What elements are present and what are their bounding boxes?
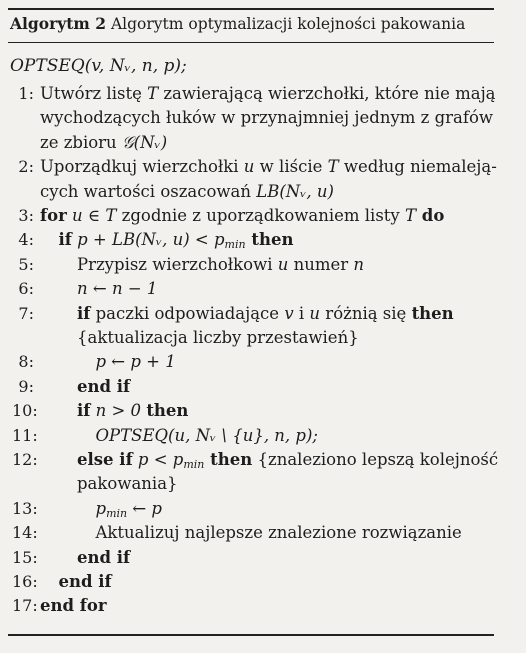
line-fragment: u: [277, 254, 289, 274]
keyword: end if: [77, 376, 131, 396]
line-fragment: min: [106, 506, 128, 520]
keyword: else if: [77, 450, 133, 469]
line-number: 16:: [12, 572, 38, 591]
caption-label: Algorytm 2: [10, 14, 107, 33]
line-number: 4:: [18, 230, 34, 250]
line-fragment: u: [309, 303, 321, 323]
keyword: end for: [40, 596, 107, 616]
line-fragment: p < p: [132, 450, 184, 469]
line-text: [77, 548, 130, 567]
line-fragment: 𝒢(Nᵥ): [121, 132, 168, 152]
line-text: [77, 279, 157, 298]
line-number: 14:: [12, 523, 38, 543]
keyword: then: [146, 401, 189, 421]
keyword: if: [77, 303, 91, 323]
line-fragment: LB(Nᵥ, u): [256, 181, 334, 201]
line-fragment: p: [95, 498, 107, 518]
line-text: [77, 255, 364, 274]
line-fragment: według niemaleją-: [338, 157, 497, 177]
line-fragment: {aktualizacja liczby przestawień}: [77, 328, 359, 347]
line-number: 9:: [18, 376, 34, 396]
line-text: [77, 450, 498, 471]
line-fragment: pakowania}: [77, 474, 178, 494]
line-text: [96, 523, 462, 542]
keyword: end if: [77, 547, 131, 567]
line-fragment: zawierającą wierzchołki, które nie mają: [158, 84, 496, 103]
line-number: 11:: [12, 425, 38, 445]
line-text: [96, 499, 163, 520]
line-fragment: min: [183, 458, 205, 471]
line-fragment: T: [147, 84, 159, 103]
line-number: 12:: [12, 450, 38, 469]
line-text: [77, 377, 130, 396]
line-fragment: zgodnie z uporządkowaniem listy: [121, 206, 406, 225]
line-number: 8:: [18, 352, 34, 372]
line-text: [96, 426, 318, 445]
line-text: [77, 474, 178, 493]
line-text: [40, 596, 107, 615]
line-number: 3:: [18, 206, 34, 225]
line-number: 17:: [12, 596, 38, 616]
line-fragment: różnią się: [320, 303, 412, 323]
line-fragment: wychodzących łuków w przynajmniej jednym z grafów: [40, 108, 494, 128]
line-number: 5:: [18, 254, 34, 274]
line-fragment: min: [224, 238, 246, 252]
line-fragment: cych wartości oszacowań: [40, 181, 257, 201]
line-fragment: u ∈ T: [66, 206, 122, 225]
line-fragment: numer: [288, 254, 354, 274]
line-number: 6:: [18, 279, 34, 299]
line-text: [96, 352, 176, 371]
line-fragment: i: [293, 303, 310, 323]
line-fragment: p ← p + 1: [95, 352, 176, 372]
line-fragment: T: [327, 157, 339, 177]
keyword: for: [40, 206, 67, 225]
line-fragment: {znaleziono lepszą kolejność: [252, 450, 499, 469]
line-fragment: paczki odpowiadające: [90, 303, 285, 323]
line-text: [77, 328, 359, 347]
line-fragment: v: [284, 303, 294, 323]
line-text: [59, 230, 294, 251]
line-fragment: ze zbioru: [40, 132, 122, 152]
line-fragment: w liście: [254, 157, 328, 177]
line-text: [77, 401, 188, 420]
keyword: do: [416, 206, 445, 225]
line-fragment: u: [243, 157, 255, 177]
top-rule: [8, 8, 494, 10]
line-fragment: Uporządkuj wierzchołki: [40, 157, 244, 177]
keyword: then: [204, 450, 253, 469]
line-fragment: Aktualizuj najlepsze znalezione rozwiązanie: [95, 523, 462, 543]
line-fragment: n > 0: [90, 401, 147, 421]
bottom-rule: [8, 634, 494, 636]
keyword: if: [58, 230, 72, 250]
line-text: [40, 84, 496, 103]
line-number: 13:: [12, 498, 38, 518]
procedure-signature: OPTSEQ(v, Nᵥ, n, p);: [10, 56, 187, 76]
line-number: 7:: [18, 303, 34, 323]
line-fragment: OPTSEQ(u, Nᵥ \ {u}, n, p);: [95, 425, 318, 445]
keyword: then: [245, 230, 294, 250]
algorithm-caption: [10, 14, 465, 33]
line-fragment: ← p: [127, 498, 162, 518]
line-number: 1:: [18, 84, 34, 103]
keyword: if: [77, 401, 91, 421]
line-fragment: Przypisz wierzchołkowi: [77, 254, 278, 274]
line-fragment: T: [405, 206, 417, 225]
line-text: [59, 572, 112, 591]
line-text: [40, 182, 334, 201]
line-text: [40, 157, 497, 176]
line-number: 10:: [12, 401, 38, 421]
line-fragment: n ← n − 1: [77, 279, 158, 299]
line-fragment: Utwórz listę: [40, 84, 148, 103]
keyword: end if: [58, 572, 112, 591]
line-fragment: n: [353, 254, 365, 274]
line-text: [40, 206, 444, 225]
caption-title: Algorytm optymalizacji kolejności pakowania: [110, 15, 466, 33]
line-text: [40, 108, 493, 127]
line-number: 15:: [12, 547, 38, 567]
line-fragment: p + LB(Nᵥ, u) < p: [71, 230, 225, 250]
line-text: [77, 304, 454, 323]
keyword: then: [411, 303, 454, 323]
line-number: 2:: [18, 157, 34, 177]
line-text: [40, 133, 167, 153]
caption-rule: [8, 42, 494, 43]
